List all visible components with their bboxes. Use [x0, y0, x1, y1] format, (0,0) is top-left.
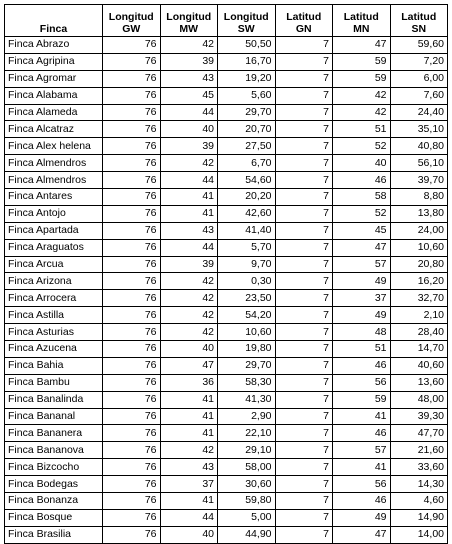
cell-longitud-sw: 29,10	[218, 442, 276, 459]
cell-latitud-mn: 59	[333, 70, 391, 87]
header-latitud-gn-line1: Latitud	[286, 11, 322, 23]
table-row	[5, 121, 448, 138]
cell-latitud-sn: 6,00	[390, 70, 448, 87]
cell-longitud-gw: 76	[103, 205, 161, 222]
cell-latitud-mn: 49	[333, 273, 391, 290]
cell-latitud-sn: 10,60	[390, 239, 448, 256]
table-row	[5, 155, 448, 172]
cell-latitud-sn: 2,10	[390, 307, 448, 324]
header-row	[5, 5, 448, 37]
cell-latitud-mn: 58	[333, 189, 391, 206]
cell-latitud-gn: 7	[275, 53, 333, 70]
cell-latitud-mn: 51	[333, 121, 391, 138]
cell-finca-name: Finca Bosque	[5, 509, 103, 526]
finca-coordinates-table	[4, 4, 448, 544]
cell-latitud-sn: 14,00	[390, 526, 448, 543]
cell-longitud-gw: 76	[103, 391, 161, 408]
table-row	[5, 138, 448, 155]
table-row	[5, 222, 448, 239]
header-finca-label: Finca	[39, 23, 68, 35]
cell-latitud-gn: 7	[275, 357, 333, 374]
header-longitud-sw-line1: Longitud	[223, 11, 269, 23]
cell-latitud-gn: 7	[275, 37, 333, 54]
table-row	[5, 357, 448, 374]
cell-latitud-gn: 7	[275, 239, 333, 256]
cell-latitud-mn: 49	[333, 509, 391, 526]
cell-latitud-gn: 7	[275, 121, 333, 138]
cell-latitud-sn: 24,00	[390, 222, 448, 239]
cell-longitud-mw: 42	[160, 307, 218, 324]
cell-finca-name: Finca Azucena	[5, 341, 103, 358]
cell-latitud-gn: 7	[275, 87, 333, 104]
cell-longitud-gw: 76	[103, 138, 161, 155]
header-latitud-gn	[275, 5, 333, 37]
cell-longitud-mw: 44	[160, 172, 218, 189]
cell-longitud-sw: 54,20	[218, 307, 276, 324]
cell-latitud-gn: 7	[275, 290, 333, 307]
cell-longitud-sw: 44,90	[218, 526, 276, 543]
cell-latitud-sn: 39,30	[390, 408, 448, 425]
table-row	[5, 341, 448, 358]
cell-finca-name: Finca Asturias	[5, 324, 103, 341]
cell-longitud-gw: 76	[103, 70, 161, 87]
cell-latitud-gn: 7	[275, 374, 333, 391]
cell-finca-name: Finca Bodegas	[5, 476, 103, 493]
cell-latitud-sn: 40,60	[390, 357, 448, 374]
cell-finca-name: Finca Bahia	[5, 357, 103, 374]
cell-longitud-gw: 76	[103, 408, 161, 425]
cell-latitud-mn: 46	[333, 172, 391, 189]
cell-longitud-gw: 76	[103, 239, 161, 256]
cell-latitud-mn: 45	[333, 222, 391, 239]
table-row	[5, 273, 448, 290]
table-row	[5, 53, 448, 70]
cell-longitud-sw: 59,80	[218, 493, 276, 510]
cell-finca-name: Finca Antares	[5, 189, 103, 206]
cell-latitud-mn: 52	[333, 138, 391, 155]
cell-finca-name: Finca Brasilia	[5, 526, 103, 543]
cell-latitud-sn: 13,60	[390, 374, 448, 391]
cell-longitud-sw: 9,70	[218, 256, 276, 273]
header-latitud-sn-line1: Latitud	[401, 11, 437, 23]
cell-longitud-mw: 44	[160, 239, 218, 256]
cell-longitud-mw: 39	[160, 53, 218, 70]
cell-longitud-mw: 39	[160, 138, 218, 155]
cell-latitud-sn: 14,70	[390, 341, 448, 358]
cell-finca-name: Finca Alex helena	[5, 138, 103, 155]
header-latitud-mn-line2: MN	[353, 23, 370, 35]
cell-latitud-mn: 42	[333, 87, 391, 104]
cell-latitud-gn: 7	[275, 138, 333, 155]
cell-longitud-gw: 76	[103, 155, 161, 172]
cell-latitud-gn: 7	[275, 189, 333, 206]
cell-longitud-mw: 41	[160, 205, 218, 222]
header-finca	[5, 5, 103, 37]
cell-longitud-mw: 47	[160, 357, 218, 374]
cell-longitud-gw: 76	[103, 172, 161, 189]
cell-latitud-gn: 7	[275, 70, 333, 87]
cell-longitud-sw: 5,00	[218, 509, 276, 526]
cell-longitud-sw: 30,60	[218, 476, 276, 493]
cell-latitud-gn: 7	[275, 307, 333, 324]
cell-latitud-gn: 7	[275, 273, 333, 290]
table-row	[5, 476, 448, 493]
cell-longitud-mw: 42	[160, 324, 218, 341]
table-row	[5, 459, 448, 476]
cell-latitud-gn: 7	[275, 222, 333, 239]
cell-finca-name: Finca Bananal	[5, 408, 103, 425]
cell-longitud-gw: 76	[103, 87, 161, 104]
cell-latitud-gn: 7	[275, 256, 333, 273]
cell-finca-name: Finca Bizcocho	[5, 459, 103, 476]
cell-longitud-gw: 76	[103, 493, 161, 510]
cell-latitud-sn: 24,40	[390, 104, 448, 121]
cell-latitud-sn: 14,90	[390, 509, 448, 526]
cell-finca-name: Finca Agripina	[5, 53, 103, 70]
cell-longitud-sw: 58,00	[218, 459, 276, 476]
cell-latitud-sn: 47,70	[390, 425, 448, 442]
cell-longitud-gw: 76	[103, 374, 161, 391]
cell-longitud-mw: 41	[160, 425, 218, 442]
cell-latitud-sn: 7,20	[390, 53, 448, 70]
cell-latitud-gn: 7	[275, 442, 333, 459]
cell-longitud-gw: 76	[103, 307, 161, 324]
cell-longitud-sw: 27,50	[218, 138, 276, 155]
header-latitud-mn-line1: Latitud	[343, 11, 379, 23]
table-row	[5, 205, 448, 222]
cell-latitud-gn: 7	[275, 205, 333, 222]
cell-latitud-mn: 51	[333, 341, 391, 358]
cell-longitud-mw: 36	[160, 374, 218, 391]
cell-longitud-mw: 40	[160, 121, 218, 138]
cell-finca-name: Finca Arizona	[5, 273, 103, 290]
cell-longitud-sw: 29,70	[218, 357, 276, 374]
cell-latitud-mn: 49	[333, 307, 391, 324]
cell-longitud-gw: 76	[103, 290, 161, 307]
cell-latitud-mn: 57	[333, 256, 391, 273]
cell-latitud-mn: 52	[333, 205, 391, 222]
header-longitud-mw	[160, 5, 218, 37]
cell-longitud-gw: 76	[103, 222, 161, 239]
cell-finca-name: Finca Bonanza	[5, 493, 103, 510]
cell-longitud-mw: 42	[160, 37, 218, 54]
cell-longitud-mw: 42	[160, 155, 218, 172]
table-row	[5, 493, 448, 510]
cell-longitud-sw: 23,50	[218, 290, 276, 307]
cell-latitud-mn: 47	[333, 526, 391, 543]
cell-longitud-mw: 42	[160, 442, 218, 459]
cell-longitud-mw: 41	[160, 391, 218, 408]
cell-longitud-gw: 76	[103, 341, 161, 358]
cell-latitud-sn: 59,60	[390, 37, 448, 54]
cell-longitud-mw: 43	[160, 222, 218, 239]
cell-latitud-mn: 59	[333, 391, 391, 408]
cell-longitud-sw: 10,60	[218, 324, 276, 341]
cell-finca-name: Finca Alabama	[5, 87, 103, 104]
cell-finca-name: Finca Almendros	[5, 172, 103, 189]
cell-longitud-mw: 44	[160, 104, 218, 121]
cell-longitud-gw: 76	[103, 37, 161, 54]
cell-longitud-sw: 58,30	[218, 374, 276, 391]
table-row	[5, 290, 448, 307]
cell-longitud-sw: 54,60	[218, 172, 276, 189]
cell-latitud-mn: 41	[333, 408, 391, 425]
cell-finca-name: Finca Arrocera	[5, 290, 103, 307]
cell-latitud-gn: 7	[275, 526, 333, 543]
header-longitud-sw	[218, 5, 276, 37]
cell-finca-name: Finca Bambu	[5, 374, 103, 391]
header-longitud-gw	[103, 5, 161, 37]
cell-finca-name: Finca Astilla	[5, 307, 103, 324]
cell-longitud-mw: 37	[160, 476, 218, 493]
cell-longitud-sw: 5,70	[218, 239, 276, 256]
header-longitud-mw-line2: MW	[179, 23, 199, 35]
cell-longitud-gw: 76	[103, 476, 161, 493]
cell-latitud-sn: 4,60	[390, 493, 448, 510]
cell-longitud-mw: 41	[160, 408, 218, 425]
cell-latitud-sn: 35,10	[390, 121, 448, 138]
table-row	[5, 70, 448, 87]
cell-latitud-mn: 47	[333, 239, 391, 256]
cell-latitud-sn: 14,30	[390, 476, 448, 493]
cell-latitud-sn: 33,60	[390, 459, 448, 476]
cell-longitud-sw: 19,20	[218, 70, 276, 87]
cell-longitud-mw: 42	[160, 273, 218, 290]
cell-longitud-mw: 43	[160, 459, 218, 476]
cell-latitud-mn: 56	[333, 476, 391, 493]
cell-longitud-sw: 6,70	[218, 155, 276, 172]
cell-longitud-gw: 76	[103, 425, 161, 442]
cell-longitud-gw: 76	[103, 121, 161, 138]
cell-longitud-mw: 41	[160, 189, 218, 206]
cell-longitud-gw: 76	[103, 53, 161, 70]
table-row	[5, 189, 448, 206]
cell-latitud-sn: 13,80	[390, 205, 448, 222]
cell-longitud-mw: 44	[160, 509, 218, 526]
cell-latitud-gn: 7	[275, 324, 333, 341]
cell-latitud-gn: 7	[275, 493, 333, 510]
cell-longitud-gw: 76	[103, 526, 161, 543]
cell-longitud-gw: 76	[103, 256, 161, 273]
cell-finca-name: Finca Apartada	[5, 222, 103, 239]
table-row	[5, 37, 448, 54]
table-row	[5, 526, 448, 543]
cell-latitud-sn: 20,80	[390, 256, 448, 273]
cell-longitud-gw: 76	[103, 442, 161, 459]
cell-finca-name: Finca Almendros	[5, 155, 103, 172]
table-body	[5, 37, 448, 544]
cell-longitud-sw: 41,30	[218, 391, 276, 408]
cell-latitud-mn: 46	[333, 493, 391, 510]
cell-latitud-sn: 39,70	[390, 172, 448, 189]
cell-latitud-sn: 40,80	[390, 138, 448, 155]
spreadsheet	[4, 4, 448, 544]
cell-longitud-sw: 20,20	[218, 189, 276, 206]
table-row	[5, 442, 448, 459]
cell-latitud-mn: 46	[333, 425, 391, 442]
cell-latitud-sn: 56,10	[390, 155, 448, 172]
cell-latitud-sn: 21,60	[390, 442, 448, 459]
header-latitud-sn-line2: SN	[411, 23, 427, 35]
cell-longitud-sw: 19,80	[218, 341, 276, 358]
cell-latitud-mn: 47	[333, 37, 391, 54]
cell-latitud-mn: 57	[333, 442, 391, 459]
cell-latitud-sn: 16,20	[390, 273, 448, 290]
cell-finca-name: Finca Bananera	[5, 425, 103, 442]
cell-latitud-mn: 48	[333, 324, 391, 341]
table-row	[5, 374, 448, 391]
cell-longitud-gw: 76	[103, 104, 161, 121]
cell-latitud-gn: 7	[275, 459, 333, 476]
cell-longitud-sw: 42,60	[218, 205, 276, 222]
cell-latitud-mn: 59	[333, 53, 391, 70]
cell-longitud-sw: 16,70	[218, 53, 276, 70]
cell-latitud-sn: 7,60	[390, 87, 448, 104]
cell-finca-name: Finca Araguatos	[5, 239, 103, 256]
table-row	[5, 172, 448, 189]
cell-latitud-mn: 46	[333, 357, 391, 374]
cell-longitud-sw: 22,10	[218, 425, 276, 442]
table-row	[5, 307, 448, 324]
header-longitud-gw-line2: GW	[122, 23, 141, 35]
header-longitud-sw-line2: SW	[237, 23, 255, 35]
cell-longitud-mw: 40	[160, 341, 218, 358]
table-row	[5, 391, 448, 408]
cell-longitud-sw: 5,60	[218, 87, 276, 104]
cell-latitud-gn: 7	[275, 425, 333, 442]
cell-longitud-gw: 76	[103, 357, 161, 374]
cell-longitud-gw: 76	[103, 459, 161, 476]
header-latitud-sn	[390, 5, 448, 37]
cell-longitud-gw: 76	[103, 324, 161, 341]
cell-longitud-gw: 76	[103, 509, 161, 526]
cell-latitud-sn: 48,00	[390, 391, 448, 408]
cell-longitud-mw: 42	[160, 290, 218, 307]
cell-longitud-sw: 2,90	[218, 408, 276, 425]
cell-latitud-gn: 7	[275, 155, 333, 172]
table-row	[5, 256, 448, 273]
cell-longitud-sw: 50,50	[218, 37, 276, 54]
cell-latitud-gn: 7	[275, 476, 333, 493]
cell-finca-name: Finca Alameda	[5, 104, 103, 121]
table-row	[5, 239, 448, 256]
cell-longitud-mw: 45	[160, 87, 218, 104]
cell-latitud-gn: 7	[275, 509, 333, 526]
cell-latitud-mn: 37	[333, 290, 391, 307]
header-longitud-gw-line1: Longitud	[108, 11, 154, 23]
cell-finca-name: Finca Banalinda	[5, 391, 103, 408]
cell-longitud-sw: 0,30	[218, 273, 276, 290]
cell-longitud-mw: 41	[160, 493, 218, 510]
cell-latitud-gn: 7	[275, 104, 333, 121]
cell-latitud-sn: 8,80	[390, 189, 448, 206]
cell-longitud-mw: 40	[160, 526, 218, 543]
cell-longitud-sw: 41,40	[218, 222, 276, 239]
cell-latitud-gn: 7	[275, 408, 333, 425]
cell-latitud-mn: 56	[333, 374, 391, 391]
table-row	[5, 408, 448, 425]
cell-longitud-gw: 76	[103, 189, 161, 206]
table-row	[5, 104, 448, 121]
cell-finca-name: Finca Bananova	[5, 442, 103, 459]
cell-finca-name: Finca Alcatraz	[5, 121, 103, 138]
cell-latitud-sn: 32,70	[390, 290, 448, 307]
cell-latitud-sn: 28,40	[390, 324, 448, 341]
cell-longitud-sw: 20,70	[218, 121, 276, 138]
cell-finca-name: Finca Abrazo	[5, 37, 103, 54]
table-row	[5, 425, 448, 442]
header-latitud-mn	[333, 5, 391, 37]
header-latitud-gn-line2: GN	[295, 23, 312, 35]
cell-finca-name: Finca Arcua	[5, 256, 103, 273]
cell-finca-name: Finca Agromar	[5, 70, 103, 87]
table-row	[5, 324, 448, 341]
cell-latitud-gn: 7	[275, 172, 333, 189]
cell-longitud-gw: 76	[103, 273, 161, 290]
cell-latitud-mn: 40	[333, 155, 391, 172]
cell-longitud-mw: 39	[160, 256, 218, 273]
table-row	[5, 509, 448, 526]
cell-longitud-sw: 29,70	[218, 104, 276, 121]
cell-latitud-mn: 41	[333, 459, 391, 476]
cell-latitud-gn: 7	[275, 341, 333, 358]
header-longitud-mw-line1: Longitud	[166, 11, 212, 23]
cell-longitud-mw: 43	[160, 70, 218, 87]
cell-latitud-gn: 7	[275, 391, 333, 408]
table-row	[5, 87, 448, 104]
cell-finca-name: Finca Antojo	[5, 205, 103, 222]
cell-latitud-mn: 42	[333, 104, 391, 121]
